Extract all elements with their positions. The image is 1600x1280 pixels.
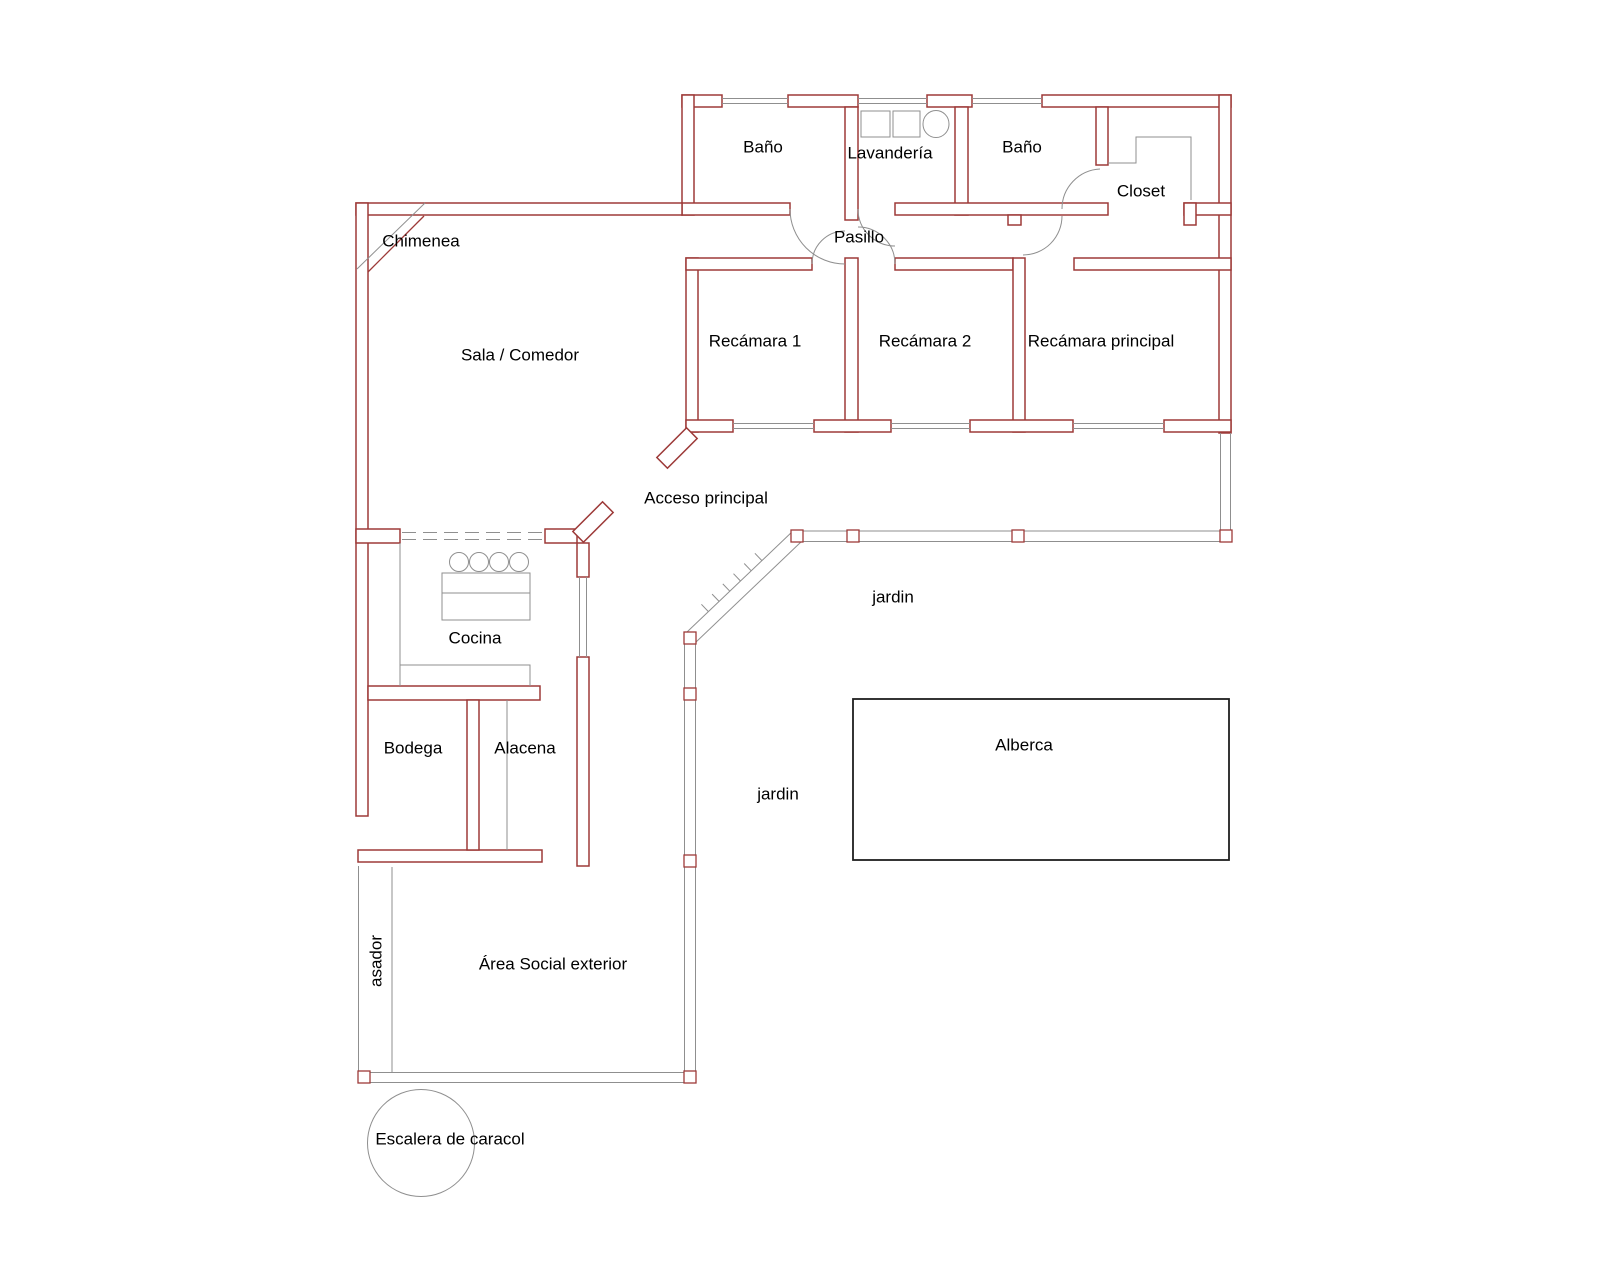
- kitchen-counter: [400, 543, 530, 686]
- label-escalera-caracol: Escalera de caracol: [375, 1129, 525, 1149]
- label-bodega: Bodega: [383, 738, 443, 758]
- laundry-sink-icon: [923, 111, 949, 138]
- door-arcs: [790, 169, 1100, 264]
- washer-icon: [861, 111, 890, 137]
- label-asador: asador: [366, 935, 386, 987]
- entrance-door-leaves: [573, 428, 697, 542]
- label-recamara-principal: Recámara principal: [1027, 331, 1175, 351]
- kitchen-bar-dashed: [402, 533, 543, 540]
- stove-icon: [442, 553, 530, 621]
- door-leaf-icon: [657, 428, 697, 468]
- label-bano-2: Baño: [1002, 137, 1042, 157]
- label-lavanderia: Lavandería: [847, 143, 933, 163]
- laundry-fixtures: [861, 111, 949, 138]
- label-recamara-2: Recámara 2: [878, 331, 972, 351]
- label-alacena: Alacena: [494, 738, 556, 758]
- label-acceso-principal: Acceso principal: [644, 488, 768, 508]
- dryer-icon: [893, 111, 920, 137]
- label-cocina: Cocina: [448, 628, 502, 648]
- label-alberca: Alberca: [995, 735, 1053, 755]
- fence-post: [684, 855, 696, 867]
- label-chimenea: Chimenea: [382, 231, 460, 251]
- walls-sala-cocina: [356, 203, 682, 866]
- fence-post: [791, 530, 803, 542]
- label-pasillo: Pasillo: [833, 227, 885, 247]
- label-closet: Closet: [1116, 181, 1166, 201]
- label-recamara-1: Recámara 1: [708, 331, 802, 351]
- label-bano-1: Baño: [743, 137, 783, 157]
- label-jardin-1: jardin: [872, 587, 914, 607]
- fence-post: [1220, 530, 1232, 542]
- fence-post: [847, 530, 859, 542]
- fence-post: [358, 1071, 370, 1083]
- fence-post: [684, 632, 696, 644]
- door-leaf-icon: [573, 502, 613, 542]
- fence-post: [684, 1071, 696, 1083]
- fence-post: [1012, 530, 1024, 542]
- pool-outline: [853, 699, 1229, 860]
- label-area-social-exterior: Área Social exterior: [478, 954, 628, 974]
- label-sala-comedor: Sala / Comedor: [460, 345, 580, 365]
- garden-fence: [358, 433, 1232, 1083]
- fence-post: [684, 688, 696, 700]
- label-jardin-2: jardin: [757, 784, 799, 804]
- windows: [580, 99, 1165, 658]
